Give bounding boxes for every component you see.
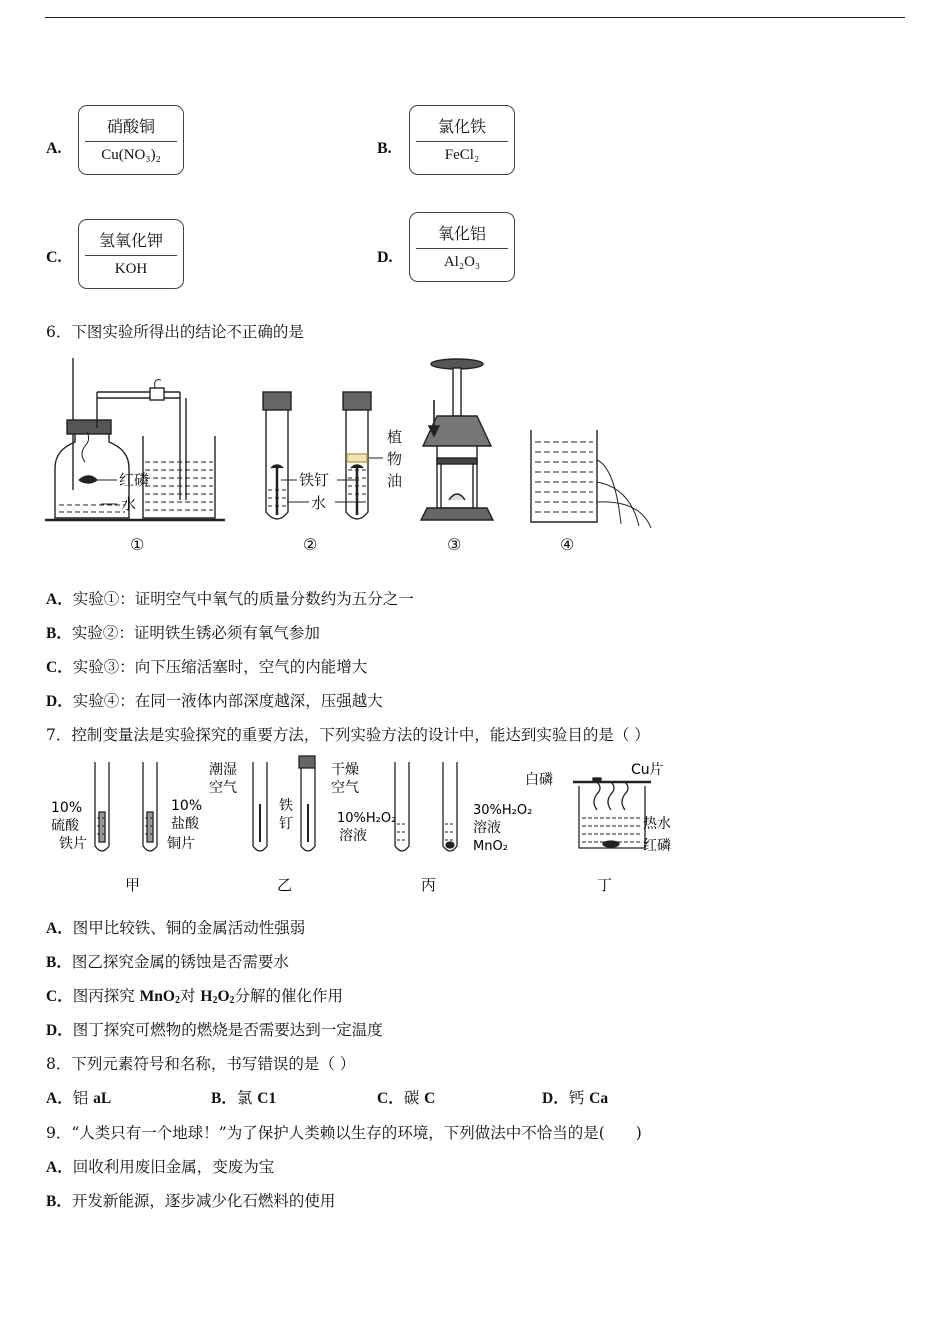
q7-option-a[interactable] (46, 916, 305, 938)
exp3-piston (421, 359, 493, 520)
label-water-2: 水 (311, 494, 327, 512)
ding-hot-water: 热水 (643, 816, 671, 832)
bing-tubes (395, 762, 457, 851)
q7-option-c-letter: C． (46, 988, 73, 1005)
q6-option-d[interactable] (46, 689, 383, 711)
bing-sol-a: 溶液 (339, 828, 367, 844)
q7-option-c-mno: MnO (139, 988, 175, 1005)
yi-nail2: 钉 (279, 816, 293, 832)
ding-cu-sheet: Cu片 (631, 762, 664, 778)
q6-option-d-text: 实验④：在同一液体内部深度越深，压强越大 (72, 692, 383, 710)
q9-option-b-letter: B． (46, 1193, 72, 1210)
yi-nail1: 铁 (279, 798, 293, 814)
option-b-name: 氯化铁 (437, 117, 486, 136)
label-oil-2: 物 (387, 450, 403, 468)
q8-stem: 8．下列元素符号和名称，书写错误的是（ ） (46, 1055, 356, 1073)
label-iron-nail: 铁钉 (299, 471, 330, 489)
q7-option-c-sub2: 2 (212, 995, 218, 1006)
q8-option-a-letter: A． (46, 1090, 73, 1107)
q6-option-c[interactable] (46, 655, 367, 677)
jia-cu: 铜片 (167, 836, 195, 852)
q8-option-b[interactable] (211, 1086, 276, 1108)
q7-option-c[interactable] (46, 984, 343, 1006)
ding-white-p: 白磷 (525, 772, 553, 788)
label-water-1: 水 (121, 495, 137, 513)
option-d-card[interactable] (409, 212, 515, 282)
q7-option-c-h: H (200, 988, 213, 1005)
card-divider (85, 141, 177, 142)
q6-option-b-text: 实验②：证明铁生锈必须有氧气参加 (71, 624, 320, 642)
bing-sol-b: 溶液 (473, 820, 501, 836)
caption-jia: 甲 (125, 876, 141, 894)
caption-yi: 乙 (277, 876, 293, 894)
ding-beaker (573, 778, 651, 848)
q6-option-b[interactable] (46, 621, 320, 643)
q7-option-c-mid: 对 (179, 987, 201, 1005)
q7-option-d-text: 图丁探究可燃物的燃烧是否需要达到一定温度 (72, 1021, 383, 1039)
q8-option-c-letter: C． (377, 1090, 404, 1107)
option-d-name: 氧化铝 (437, 224, 486, 243)
card-divider (85, 255, 177, 256)
jia-pct1: 10% (51, 800, 83, 816)
option-b-letter: B. (377, 140, 392, 157)
q7-option-c-sub3: 2 (229, 995, 235, 1006)
label-oil-3: 油 (387, 472, 403, 490)
caption-1: ① (130, 535, 145, 554)
card-divider (416, 141, 508, 142)
q8-option-d-symbol: Ca (589, 1090, 609, 1107)
option-b-formula: FeCl₂ (444, 147, 480, 163)
q6-option-b-letter: B． (46, 625, 72, 642)
q6-option-d-letter: D． (46, 693, 73, 710)
q7-option-c-post: 分解的催化作用 (234, 987, 344, 1005)
q7-option-a-text: 图甲比较铁、铜的金属活动性强弱 (72, 919, 306, 937)
q8-option-b-name: 氯 (236, 1089, 253, 1107)
q8-option-c-name: 碳 (403, 1089, 420, 1107)
q9-option-a-text: 回收利用废旧金属，变废为宝 (72, 1158, 275, 1176)
bing-mno2: MnO₂ (473, 839, 508, 854)
q7-option-c-pre: 图丙探究 (72, 987, 140, 1005)
q8-option-c[interactable] (377, 1086, 435, 1108)
q8-option-c-symbol: C (424, 1090, 436, 1107)
q9-option-a[interactable] (46, 1155, 274, 1177)
q6-option-a-letter: A． (46, 591, 73, 608)
q7-option-d[interactable] (46, 1018, 383, 1040)
q7-option-b[interactable] (46, 950, 289, 972)
option-c-card[interactable] (78, 219, 184, 289)
q8-option-d-letter: D． (542, 1090, 569, 1107)
q6-stem: 6．下图实验所得出的结论不正确的是 (46, 323, 304, 341)
card-divider (416, 248, 508, 249)
option-c-formula: KOH (114, 261, 148, 277)
q9-option-a-letter: A． (46, 1159, 73, 1176)
q8-option-b-symbol: C1 (257, 1090, 277, 1107)
q8-option-a[interactable] (46, 1086, 111, 1108)
q9-stem: 9．“人类只有一个地球！”为了保护人类赖以生存的环境，下列做法中不恰当的是( ) (46, 1124, 642, 1142)
q6-figure (45, 350, 665, 560)
yi-dry1: 干燥 (331, 762, 359, 778)
label-red-phosphorus: 红磷 (119, 471, 150, 489)
q7-option-b-text: 图乙探究金属的锈蚀是否需要水 (71, 953, 289, 971)
q7-option-c-sub1: 2 (174, 995, 180, 1006)
q9-option-b-text: 开发新能源，逐步减少化石燃料的使用 (71, 1192, 336, 1210)
caption-2: ② (303, 535, 318, 554)
option-a-formula: Cu(NO₃)₂ (101, 147, 161, 163)
q7-stem: 7．控制变量法是实验探究的重要方法，下列实验方法的设计中，能达到实验目的是（ ） (46, 726, 650, 744)
q6-option-c-text: 实验③：向下压缩活塞时，空气的内能增大 (72, 658, 368, 676)
label-oil-1: 植 (387, 428, 403, 446)
option-d-letter: D. (377, 249, 393, 266)
jia-pct2: 10% (171, 798, 203, 814)
caption-ding: 丁 (597, 876, 613, 894)
q9-option-b[interactable] (46, 1189, 335, 1211)
q6-option-a-text: 实验①：证明空气中氧气的质量分数约为五分之一 (72, 590, 414, 608)
option-d-formula: Al₂O₃ (443, 254, 481, 270)
caption-4: ④ (560, 535, 575, 554)
q7-option-a-letter: A． (46, 920, 73, 937)
caption-bing: 丙 (421, 876, 437, 894)
yi-dry2: 空气 (331, 780, 359, 796)
header-rule (45, 17, 905, 18)
q7-option-d-letter: D． (46, 1022, 73, 1039)
ding-red-p: 红磷 (643, 838, 671, 854)
q6-option-a[interactable] (46, 587, 414, 609)
bing-h2o2-b: 30%H₂O₂ (473, 803, 533, 818)
jia-fe: 铁片 (59, 836, 87, 852)
yi-wet2: 空气 (209, 780, 237, 796)
q6-option-c-letter: C． (46, 659, 73, 676)
q8-option-d[interactable] (542, 1086, 608, 1108)
option-c-name: 氢氧化钾 (98, 231, 163, 250)
q8-option-d-name: 钙 (568, 1089, 585, 1107)
q8-option-a-symbol: aL (93, 1090, 112, 1107)
option-a-letter: A. (46, 140, 62, 157)
q7-figure (45, 752, 685, 902)
yi-wet1: 潮湿 (209, 762, 237, 778)
q7-option-b-letter: B． (46, 954, 72, 971)
jia-acid2: 盐酸 (171, 816, 199, 832)
bing-h2o2-a: 10%H₂O₂ (337, 811, 397, 826)
caption-3: ③ (447, 535, 462, 554)
q7-option-c-o: O (217, 988, 230, 1005)
exp4-streams (597, 460, 651, 528)
option-a-card[interactable] (78, 105, 184, 175)
q8-option-a-name: 铝 (72, 1089, 89, 1107)
q8-option-b-letter: B． (211, 1090, 237, 1107)
option-c-letter: C. (46, 249, 62, 266)
option-b-card[interactable] (409, 105, 515, 175)
option-a-name: 硝酸铜 (106, 117, 155, 136)
jia-acid1: 硫酸 (51, 818, 79, 834)
exp4-container (531, 430, 597, 522)
jia-tubes (95, 762, 157, 851)
